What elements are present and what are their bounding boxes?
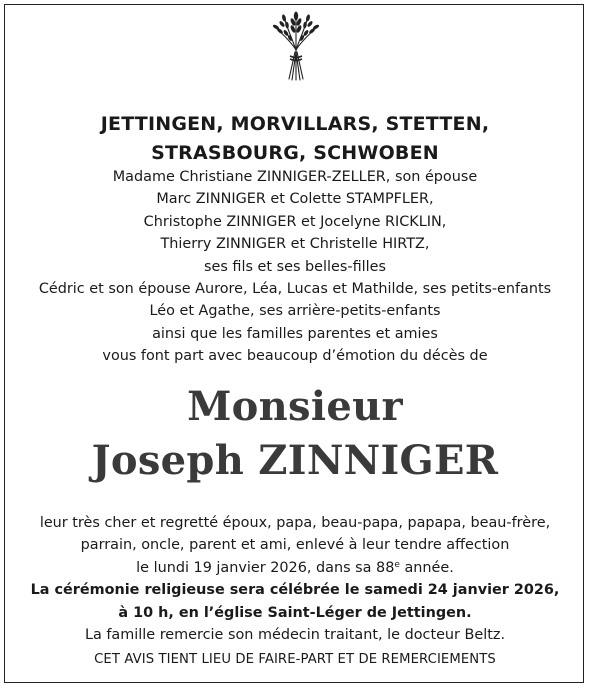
tribute-line-1: leur très cher et regretté époux, papa, beau-papa, papapa, beau-frère, bbox=[39, 515, 551, 531]
closing-notice-text: CET AVIS TIENT LIEU DE FAIRE-PART ET DE REMERCIEMENTS bbox=[94, 652, 496, 667]
family-line: Christophe ZINNIGER et Jocelyne RICKLIN, bbox=[143, 213, 447, 230]
tribute-line-2: parrain, oncle, parent et ami, enlevé à leur tendre affection bbox=[80, 537, 510, 554]
tribute-year-word: année. bbox=[399, 559, 454, 576]
wheat-sheaf-icon bbox=[270, 10, 322, 82]
family-line: Marc ZINNIGER et Colette STAMPFLER, bbox=[156, 191, 434, 208]
places-heading bbox=[0, 110, 590, 168]
deceased-name-block bbox=[0, 380, 590, 488]
tribute-date: le lundi 19 janvier 2026, dans sa 88 bbox=[136, 559, 395, 576]
ordinal-suffix: e bbox=[394, 559, 400, 570]
family-line: vous font part avec beaucoup d’émotion du décès de bbox=[102, 348, 488, 365]
tribute-line-3 bbox=[0, 557, 590, 579]
deceased-title: Monsieur bbox=[187, 383, 403, 430]
family-announcement bbox=[0, 166, 590, 368]
family-line: ses fils et ses belles-filles bbox=[204, 258, 386, 275]
places-line-1: JETTINGEN, MORVILLARS, STETTEN, bbox=[100, 113, 490, 135]
family-line: Cédric et son épouse Aurore, Léa, Lucas et Mathilde, ses petits-enfants bbox=[38, 281, 552, 298]
thanks-line: La famille remercie son médecin traitant, le docteur Beltz. bbox=[84, 627, 506, 644]
ceremony-line-2: à 10 h, en l’église Saint-Léger de Jettingen. bbox=[118, 604, 472, 621]
family-line: Léo et Agathe, ses arrière-petits-enfants bbox=[149, 303, 441, 320]
tribute-text bbox=[0, 512, 590, 646]
closing-notice bbox=[0, 650, 590, 670]
family-line: Madame Christiane ZINNIGER-ZELLER, son épouse bbox=[112, 169, 478, 185]
ceremony-line-1: La cérémonie religieuse sera célébrée le samedi 24 janvier 2026, bbox=[30, 582, 560, 599]
family-line: Thierry ZINNIGER et Christelle HIRTZ, bbox=[160, 236, 430, 253]
places-line-2: STRASBOURG, SCHWOBEN bbox=[151, 142, 439, 164]
family-line: ainsi que les familles parentes et amies bbox=[152, 325, 438, 342]
deceased-name: Joseph ZINNIGER bbox=[91, 437, 499, 484]
